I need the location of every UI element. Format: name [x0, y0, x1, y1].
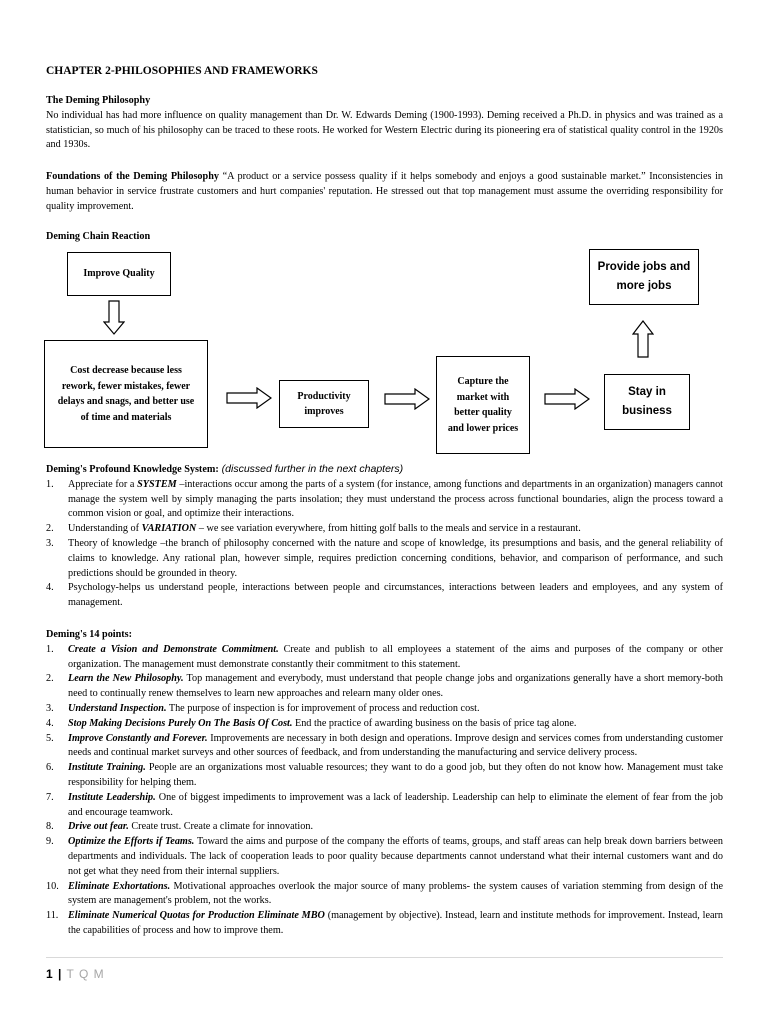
profound-knowledge-heading: Deming's Profound Knowledge System: [46, 464, 219, 475]
item-text: Appreciate for a [68, 478, 138, 490]
point-text: End the practice of awarding business on the basis of price tag alone. [292, 717, 577, 729]
point-title: Eliminate Exhortations. [68, 880, 171, 892]
list-number: 8. [46, 821, 54, 833]
profound-knowledge-note: (discussed further in the next chapters) [218, 463, 404, 475]
point-title: Understand Inspection. [68, 702, 167, 714]
point-title: Institute Training. [68, 762, 146, 774]
point-text: Create trust. Create a climate for innovation. [128, 821, 313, 833]
profound-knowledge-item [46, 581, 723, 611]
point-title: Institute Leadership. [68, 791, 156, 803]
list-number: 5. [46, 732, 54, 744]
fourteen-points-item [46, 702, 723, 717]
page-number: 1 [46, 967, 54, 981]
fourteen-points-item [46, 717, 723, 732]
productivity-box: Productivity improves [279, 380, 369, 428]
item-emphasis: SYSTEM [137, 478, 177, 490]
list-number: 4. [46, 717, 54, 729]
list-number: 3. [46, 702, 54, 714]
point-text: Create and publish to all employees a statement of the aims and purposes of the company or other organization. The management must demonstrate constantly their commitment to this statement. [68, 643, 723, 670]
provide-jobs-box: Provide jobs and more jobs [589, 249, 699, 305]
fourteen-points-section [46, 628, 723, 939]
footer-separator: | [58, 967, 63, 981]
fourteen-points-item [46, 643, 723, 673]
point-title: Optimize the Efforts if Teams. [68, 836, 195, 848]
point-text: Toward the aims and purpose of the company the efforts of teams, groups, and staff areas can help break down barriers between departments and individuals. The lack of cooperation leads to poor quality because departments cannot understand what their internal customers want and do not get what they need from their internal suppliers. [68, 836, 723, 877]
item-emphasis: VARIATION [141, 523, 197, 535]
point-title: Eliminate Numerical Quotas for Production Eliminate MBO [68, 910, 325, 922]
item-text: – we see variation everywhere, from hitting golf balls to the meals and service in a restaurant. [196, 523, 581, 535]
right-arrow-icon [226, 387, 272, 409]
up-arrow-icon [632, 320, 654, 358]
point-text: Improvements are necessary in both design and operations. Improve design and services comes from understanding customer needs and continual market surveys and other sources of feedback, and from understanding the manufacturing and service delivery process. [68, 732, 723, 759]
list-number: 4. [46, 582, 54, 594]
fourteen-points-item [46, 835, 723, 879]
point-title: Drive out fear. [68, 821, 129, 833]
list-number: 2. [46, 673, 54, 685]
point-title: Improve Constantly and Forever. [68, 732, 208, 744]
point-text: People are an organizations most valuable resources; they want to do a good job, but they often do not know how. Management must take responsibility for helping them. [68, 762, 724, 788]
point-title: Create a Vision and Demonstrate Commitment. [68, 643, 279, 655]
point-text: The purpose of inspection is for improvement of process and reduction cost. [166, 702, 480, 714]
cost-decrease-box: Cost decrease because less rework, fewer mistakes, fewer delays and snags, and better use of time and materials [44, 340, 208, 448]
footer-rule [46, 957, 723, 958]
chain-reaction-heading-wrap [46, 230, 723, 245]
fourteen-points-item [46, 791, 723, 821]
list-number: 1. [46, 643, 54, 655]
item-text: –interactions occur among the parts of a system (for instance, among functions and departments in an organization) managers cannot manage the system well by simply managing the parts insolation; they must understand the process across functional boundaries, align the process toward a common vision or goal, and optimize their interactions. [68, 478, 723, 520]
fourteen-points-heading: Deming's 14 points: [46, 629, 133, 640]
list-number: 7. [46, 791, 54, 803]
item-text: Theory of knowledge –the branch of philosophy concerned with the nature and scope of knowledge, its presumptions and basis, and the general reliability of claims to knowledge. Any rational plan, however simple, requires prediction concerning conditions, behavior, and comparison of performance, and such predictions should be grounded in theory. [68, 537, 723, 579]
point-text: Motivational approaches overlook the major source of many problems- the system causes of variation stemming from design of the system are management's problem, not the works. [68, 880, 723, 907]
list-number: 9. [46, 836, 54, 848]
list-number: 1. [46, 478, 54, 490]
profound-knowledge-section [46, 462, 723, 611]
list-number: 2. [46, 523, 54, 535]
profound-knowledge-item [46, 522, 723, 537]
list-number: 6. [46, 762, 54, 774]
point-title: Stop Making Decisions Purely On The Basis Of Cost. [68, 717, 293, 729]
deming-philosophy-heading: The Deming Philosophy [46, 95, 151, 106]
fourteen-points-item [46, 732, 723, 762]
improve-quality-box: Improve Quality [67, 252, 171, 296]
point-text: Top management and everybody, must understand that people change jobs and organizations generally have a short memory-both need to continually renew themselves to learn new approaches and relearn many older ones. [68, 673, 723, 700]
capture-market-box: Capture the market with better quality and lower prices [436, 356, 530, 454]
point-text: (management by objective). Instead, learn and institute methods for improvement. Instead, learn the capabilities of process and how to improve them. [68, 910, 723, 936]
list-number: 11. [46, 910, 59, 922]
item-text: Understanding of [68, 523, 142, 535]
profound-knowledge-list [46, 478, 723, 611]
fourteen-points-item [46, 909, 723, 939]
profound-knowledge-item [46, 537, 723, 581]
stay-in-business-box: Stay in business [604, 374, 690, 430]
chain-reaction-heading: Deming Chain Reaction [46, 231, 151, 242]
foundations-heading: Foundations of the Deming Philosophy [46, 171, 219, 182]
fourteen-points-item [46, 672, 723, 702]
list-number: 10. [46, 880, 59, 892]
deming-philosophy-section [46, 94, 723, 153]
right-arrow-icon [384, 388, 430, 410]
footer-label: T Q M [66, 967, 105, 981]
point-title: Learn the New Philosophy. [68, 673, 184, 685]
point-text: One of biggest impediments to improvement was a lack of leadership. Leadership can help to eliminate the element of fear from the job and encourage teamwork. [68, 791, 723, 818]
fourteen-points-item [46, 880, 723, 910]
fourteen-points-list [46, 643, 723, 939]
profound-knowledge-item [46, 478, 723, 522]
deming-philosophy-text: No individual has had more influence on quality management than Dr. W. Edwards Deming (1900-1993). Deming received a Ph.D. in physics and was trained as a statistician, so much of his philosophy can be traced to these roots. He worked for Western Electric during its pioneering era of statistical quality control in the 1920s and 1930s. [46, 109, 723, 151]
chapter-title: CHAPTER 2-PHILOSOPHIES AND FRAMEWORKS [46, 65, 318, 77]
foundations-section [46, 170, 723, 214]
right-arrow-icon [544, 388, 590, 410]
list-number: 3. [46, 537, 54, 549]
fourteen-points-item [46, 820, 723, 835]
fourteen-points-item [46, 761, 723, 791]
item-text: Psychology-helps us understand people, interactions between people and circumstances, interactions between leaders and employees, and any system of management. [68, 582, 723, 609]
page-footer [46, 967, 105, 981]
down-arrow-icon [103, 300, 125, 336]
foundations-text: “A product or a service possess quality if it helps somebody and enjoys a good sustainable market.” Inconsistencies in human behavior in service frustrate customers and hurt companies' reputation. He stressed out that top management must assume the overriding responsibility for quality improvement. [46, 171, 723, 212]
